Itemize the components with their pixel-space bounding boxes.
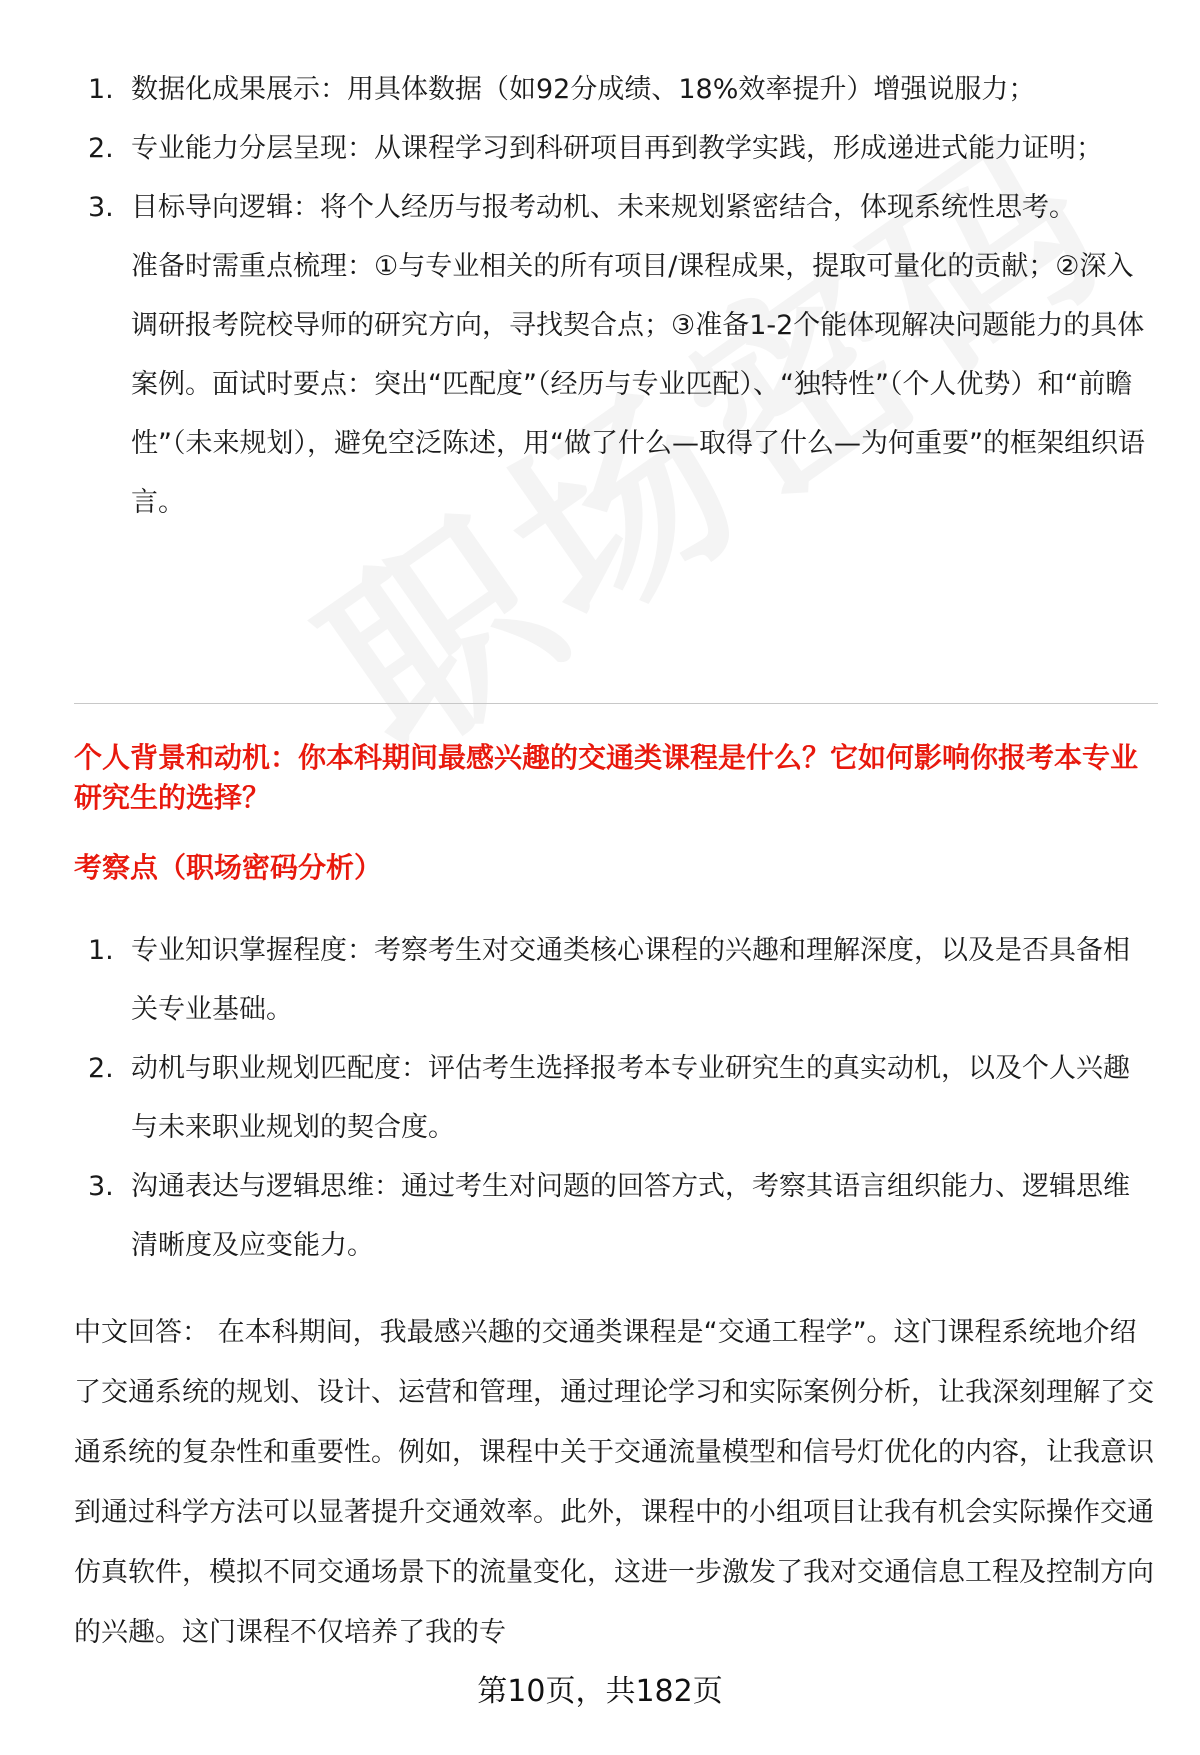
question-heading: 个人背景和动机：你本科期间最感兴趣的交通类课程是什么？它如何影响你报考本专业研究生的选择？: [74, 741, 1139, 814]
list-number: 2.: [88, 133, 114, 164]
list-number: 2.: [88, 1053, 114, 1084]
top-section: [74, 60, 1154, 532]
list-item: [74, 1039, 1154, 1157]
list-text: 目标导向逻辑：将个人经历与报考动机、未来规划紧密结合，体现系统性思考。: [131, 192, 1076, 223]
list-text: 动机与职业规划匹配度：评估考生选择报考本专业研究生的真实动机，以及个人兴趣与未来职业规划的契合度。: [131, 1053, 1130, 1143]
points-section: [74, 921, 1154, 1275]
list-number: 1.: [88, 935, 114, 966]
list-item: [74, 921, 1154, 1039]
list-number: 3.: [88, 1171, 114, 1202]
list-number: 3.: [88, 192, 114, 223]
list-number: 1.: [88, 74, 114, 105]
points-list: [74, 921, 1154, 1275]
points-heading: 考察点（职场密码分析）: [74, 851, 383, 884]
list-text: 专业知识掌握程度：考察考生对交通类核心课程的兴趣和理解深度，以及是否具备相关专业基础。: [131, 935, 1130, 1025]
preparation-note: 准备时需重点梳理：①与专业相关的所有项目/课程成果，提取可量化的贡献；②深入调研报考院校导师的研究方向，寻找契合点；③准备1-2个能体现解决问题能力的具体案例。面试时要点：突出“匹配度”（经历与专业匹配）、“独特性”（个人优势）和“前瞻性”（未来规划），避免空泛陈述，用“做了什么—取得了什么—为何重要”的框架组织语言。: [131, 251, 1145, 518]
section-divider: [74, 703, 1158, 704]
list-item: [74, 60, 1154, 119]
list-text: 沟通表达与逻辑思维：通过考生对问题的回答方式，考察其语言组织能力、逻辑思维清晰度及应变能力。: [131, 1171, 1130, 1261]
summary-list: [74, 60, 1154, 237]
list-item: [74, 1157, 1154, 1275]
list-text: 专业能力分层呈现：从课程学习到科研项目再到教学实践，形成递进式能力证明；: [131, 133, 1103, 164]
answer-paragraph: 中文回答： 在本科期间，我最感兴趣的交通类课程是“交通工程学”。这门课程系统地介绍了交通系统的规划、设计、运营和管理，通过理论学习和实际案例分析，让我深刻理解了交通系统的复杂性和重要性。例如，课程中关于交通流量模型和信号灯优化的内容，让我意识到通过科学方法可以显著提升交通效率。此外，课程中的小组项目让我有机会实际操作交通仿真软件，模拟不同交通场景下的流量变化，这进一步激发了我对交通信息工程及控制方向的兴趣。这门课程不仅培养了我的专: [74, 1317, 1154, 1648]
list-item: [74, 178, 1154, 237]
page-number: 第10页，共182页: [477, 1674, 723, 1709]
list-item: [74, 119, 1154, 178]
list-text: 数据化成果展示：用具体数据（如92分成绩、18%效率提升）增强说服力；: [131, 74, 1036, 105]
